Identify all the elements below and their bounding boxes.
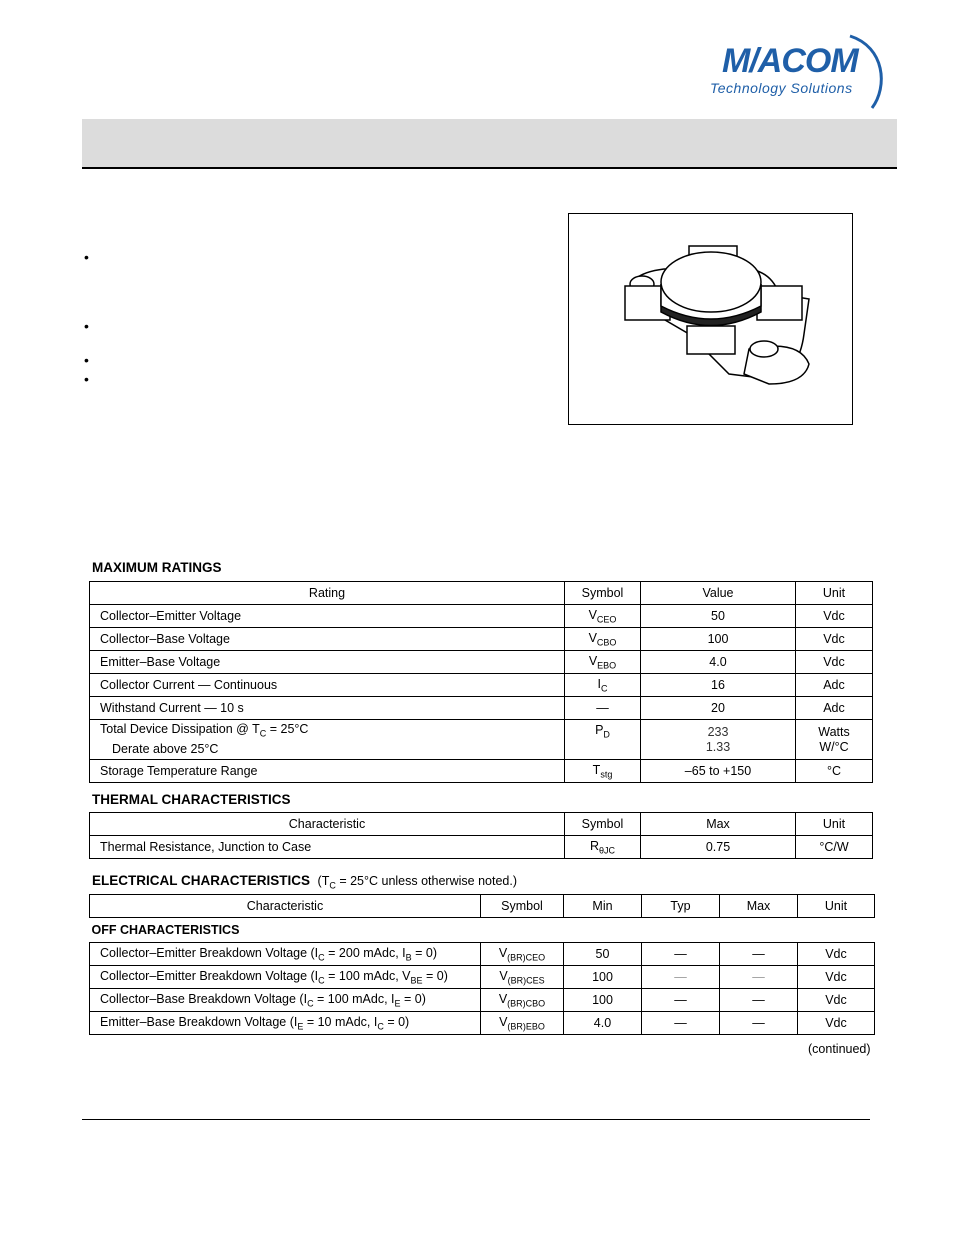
package-image-box [568, 213, 853, 425]
typ-cell: — [642, 1012, 720, 1035]
char-cell: Thermal Resistance, Junction to Case [90, 836, 565, 859]
col-header: Unit [796, 813, 873, 836]
symbol-cell: $V_{(BR)EBO}$ [481, 1012, 564, 1035]
char-cell: Emitter–Base Breakdown Voltage ($I_E = 10$ mAdc, $I_C = 0$) [90, 1012, 481, 1035]
unit-cell: Watts W/°C [796, 720, 873, 760]
off-characteristics-title: OFF CHARACTERISTICS [90, 918, 875, 943]
table-row [90, 760, 873, 783]
thermal-table [89, 812, 873, 859]
typ-cell: — [642, 943, 720, 966]
table-row [90, 836, 873, 859]
table-row [90, 697, 873, 720]
table-row [90, 628, 873, 651]
bullet-3: • [84, 352, 89, 368]
min-cell: 100 [564, 966, 642, 989]
col-header: Characteristic [90, 895, 481, 918]
value-cell: 20 [641, 697, 796, 720]
max-cell: — [720, 989, 798, 1012]
symbol-cell: — [565, 697, 641, 720]
unit-cell: Vdc [796, 628, 873, 651]
rating-cell: Storage Temperature Range [90, 760, 565, 783]
unit-cell: Vdc [796, 605, 873, 628]
unit-cell: Vdc [798, 943, 875, 966]
max-cell: — [720, 1012, 798, 1035]
symbol-cell: $I_C$ [565, 674, 641, 697]
rating-cell: Emitter–Base Voltage [90, 651, 565, 674]
rating-cell: Total Device Dissipation @ $T_C = 25^\circ C$ Derate above 25°C [90, 720, 565, 760]
bullet-1: • [84, 249, 89, 265]
col-header: Symbol [565, 813, 641, 836]
symbol-cell: $P_D$ [565, 720, 641, 760]
value-cell: 233 1.33 [641, 720, 796, 760]
unit-cell: Vdc [798, 1012, 875, 1035]
col-header: Max [641, 813, 796, 836]
value-cell: 50 [641, 605, 796, 628]
typ-cell: — [642, 966, 720, 989]
continued-note: (continued) [808, 1042, 871, 1056]
table-row [90, 989, 875, 1012]
title-rule [82, 167, 897, 169]
bullet-2: • [84, 318, 89, 334]
value-cell: 100 [641, 628, 796, 651]
unit-cell: Vdc [798, 966, 875, 989]
symbol-cell: $V_{(BR)CBO}$ [481, 989, 564, 1012]
symbol-cell: $T_{stg}$ [565, 760, 641, 783]
rating-cell: Collector Current — Continuous [90, 674, 565, 697]
symbol-cell: $V_{CBO}$ [565, 628, 641, 651]
electrical-title: ELECTRICAL CHARACTERISTICS ($T_C = 25^\circ C$ unless otherwise noted.) [92, 873, 517, 891]
rating-cell: Collector–Emitter Voltage [90, 605, 565, 628]
min-cell: 100 [564, 989, 642, 1012]
max-cell: — [720, 943, 798, 966]
table-row [90, 1012, 875, 1035]
table-row [90, 605, 873, 628]
unit-cell: Adc [796, 697, 873, 720]
symbol-cell: $R_{\theta JC}$ [565, 836, 641, 859]
unit-cell: Adc [796, 674, 873, 697]
rating-cell: Withstand Current — 10 s [90, 697, 565, 720]
min-cell: 50 [564, 943, 642, 966]
footer-rule [82, 1119, 870, 1120]
min-cell: 4.0 [564, 1012, 642, 1035]
typ-cell: — [642, 989, 720, 1012]
max-cell: 0.75 [641, 836, 796, 859]
title-band [82, 119, 897, 167]
max-ratings-title: MAXIMUM RATINGS [92, 560, 222, 575]
table-header-row [90, 895, 875, 918]
unit-cell: Vdc [798, 989, 875, 1012]
symbol-cell: $V_{(BR)CEO}$ [481, 943, 564, 966]
electrical-table [89, 894, 875, 1035]
transistor-package-icon [569, 214, 852, 424]
value-cell: –65 to +150 [641, 760, 796, 783]
unit-cell: °C/W [796, 836, 873, 859]
value-cell: 4.0 [641, 651, 796, 674]
col-header: Value [641, 582, 796, 605]
table-row [90, 651, 873, 674]
off-characteristics-row [90, 918, 875, 943]
char-cell: Collector–Emitter Breakdown Voltage ($I_C = 100$ mAdc, $V_{BE} = 0$) [90, 966, 481, 989]
col-header: Typ [642, 895, 720, 918]
bullet-4: • [84, 371, 89, 387]
table-row [90, 720, 873, 760]
symbol-cell: $V_{(BR)CES}$ [481, 966, 564, 989]
table-header-row [90, 582, 873, 605]
symbol-cell: $V_{CEO}$ [565, 605, 641, 628]
table-row [90, 674, 873, 697]
rating-cell: Collector–Base Voltage [90, 628, 565, 651]
col-header: Symbol [481, 895, 564, 918]
col-header: Min [564, 895, 642, 918]
max-cell: — [720, 966, 798, 989]
col-header: Unit [796, 582, 873, 605]
unit-cell: Vdc [796, 651, 873, 674]
col-header: Unit [798, 895, 875, 918]
col-header: Characteristic [90, 813, 565, 836]
logo-tagline: Technology Solutions [710, 80, 853, 96]
logo-brand: M/ACOM [722, 42, 858, 80]
unit-cell: °C [796, 760, 873, 783]
thermal-title: THERMAL CHARACTERISTICS [92, 792, 291, 807]
value-cell: 16 [641, 674, 796, 697]
col-header: Rating [90, 582, 565, 605]
table-row [90, 966, 875, 989]
macom-logo [700, 32, 890, 112]
symbol-cell: $V_{EBO}$ [565, 651, 641, 674]
col-header: Symbol [565, 582, 641, 605]
char-cell: Collector–Emitter Breakdown Voltage ($I_C = 200$ mAdc, $I_B = 0$) [90, 943, 481, 966]
table-header-row [90, 813, 873, 836]
col-header: Max [720, 895, 798, 918]
char-cell: Collector–Base Breakdown Voltage ($I_C = 100$ mAdc, $I_E = 0$) [90, 989, 481, 1012]
max-ratings-table [89, 581, 873, 783]
table-row [90, 943, 875, 966]
